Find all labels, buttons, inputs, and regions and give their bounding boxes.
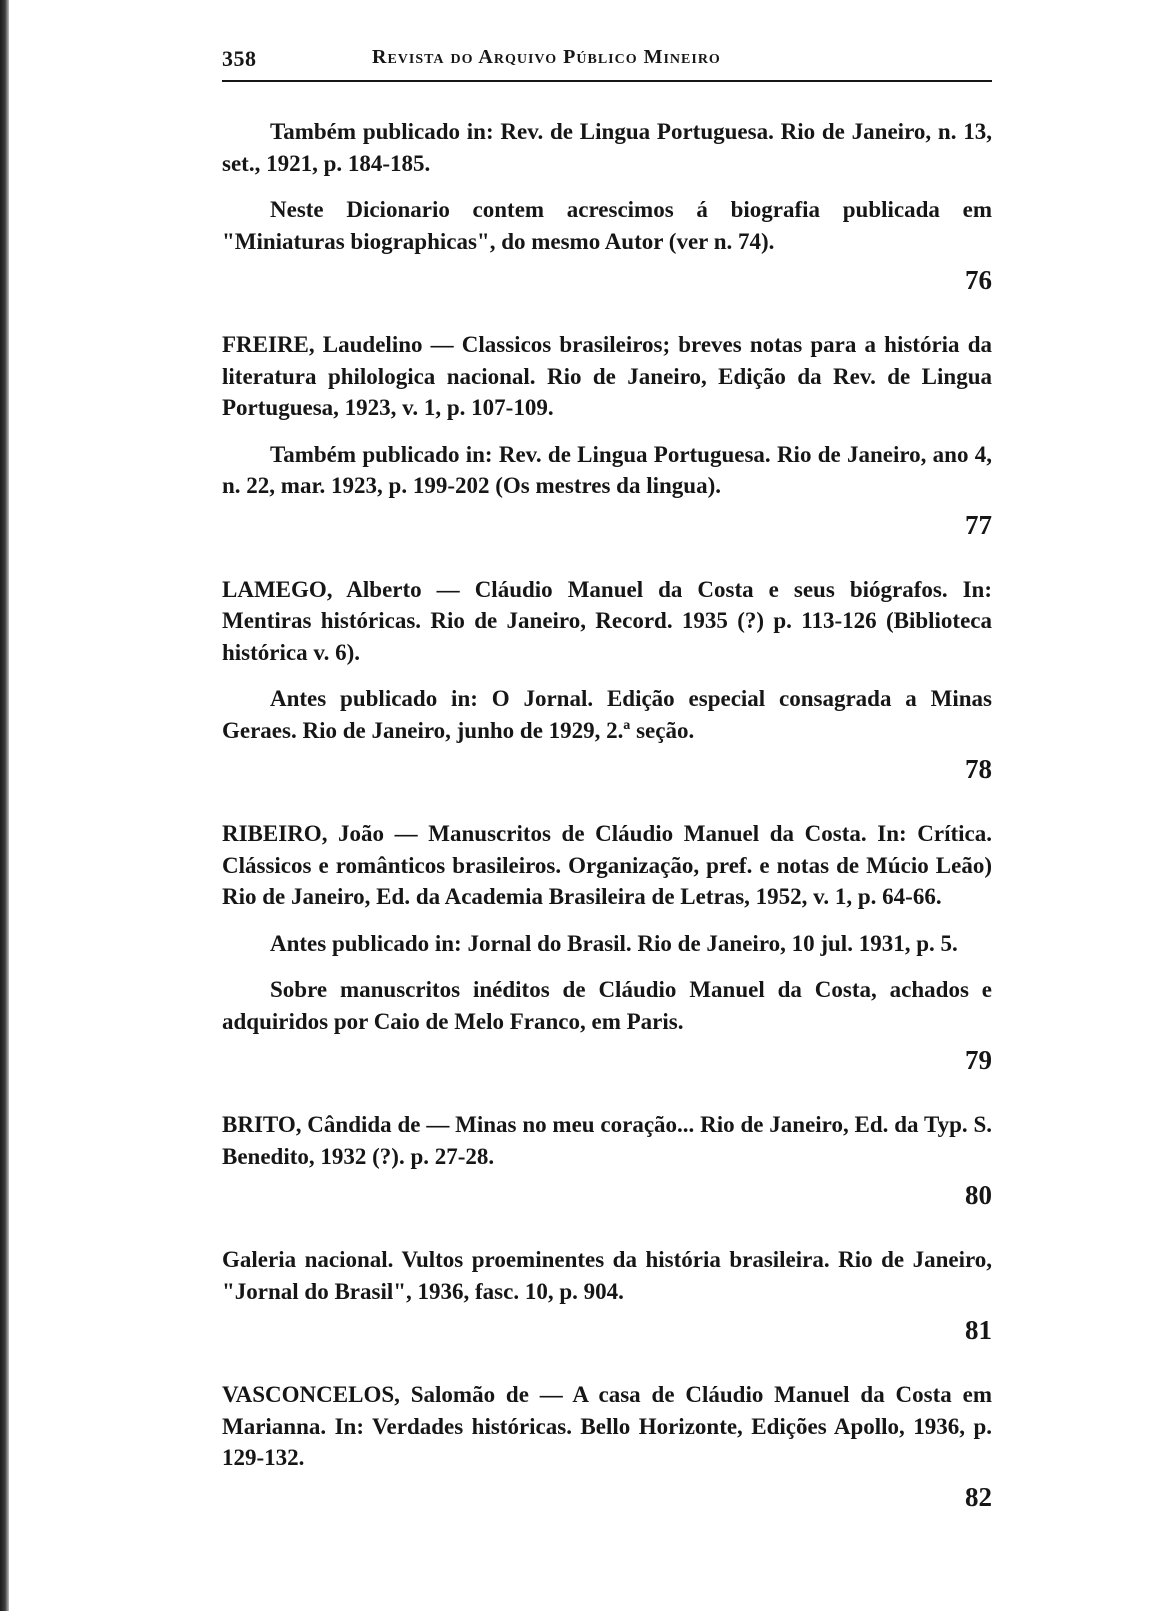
entry-citation: Galeria nacional. Vultos proeminentes da história brasileira. Rio de Janeiro, "Jornal do Brasil", 1936, fasc. 10, p. 904. xyxy=(222,1247,992,1304)
bibliography-entry xyxy=(222,818,992,1077)
entry-paragraph: Sobre manuscritos inéditos de Cláudio Manuel da Costa, achados e adquiridos por Caio de Melo Franco, em Paris. xyxy=(222,977,992,1034)
bibliography-entry xyxy=(222,1379,992,1514)
bibliography-entry xyxy=(222,116,992,297)
entry-number: 76 xyxy=(965,265,992,295)
entry-number: 79 xyxy=(965,1045,992,1075)
entry-paragraph: Antes publicado in: Jornal do Brasil. Rio de Janeiro, 10 jul. 1931, p. 5. xyxy=(270,930,958,956)
running-head xyxy=(222,40,992,82)
scan-binding-edge xyxy=(0,0,9,1611)
entry-paragraph: Também publicado in: Rev. de Lingua Portuguesa. Rio de Janeiro, n. 13, set., 1921, p. 184-185. xyxy=(222,119,992,176)
entry-paragraph: Neste Dicionario contem acrescimos á biografia publicada em "Miniaturas biographicas", do mesmo Autor (ver n. 74). xyxy=(222,197,992,254)
entry-number: 77 xyxy=(965,509,992,540)
entry-paragraph: Também publicado in: Rev. de Lingua Portuguesa. Rio de Janeiro, ano 4, n. 22, mar. 1923, p. 199-202 (Os mestres da lingua). xyxy=(222,441,992,498)
entry-number: 80 xyxy=(965,1180,992,1210)
document-page xyxy=(222,40,992,1514)
entry-citation: RIBEIRO, João — Manuscritos de Cláudio Manuel da Costa. In: Crítica. Clássicos e românticos brasileiros. Organização, pref. e notas de Múcio Leão) Rio de Janeiro, Ed. da Academia Brasileira de Letras, 1952, v. 1, p. 64-66. xyxy=(222,821,992,909)
entry-citation: VASCONCELOS, Salomão de — A casa de Cláudio Manuel da Costa em Marianna. In: Verdades históricas. Bello Horizonte, Edições Apollo, 1936, p. 129-132. xyxy=(222,1382,992,1470)
entry-number: 82 xyxy=(965,1481,992,1512)
bibliography-entry xyxy=(222,1244,992,1347)
entry-number: 78 xyxy=(965,754,992,784)
entry-number: 81 xyxy=(965,1315,992,1345)
entry-citation: LAMEGO, Alberto — Cláudio Manuel da Costa e seus biógrafos. In: Mentiras históricas. Rio de Janeiro, Record. 1935 (?) p. 113-126 (Biblioteca histórica v. 6). xyxy=(222,576,992,665)
bibliography-entry xyxy=(222,1109,992,1212)
bibliography-entry xyxy=(222,574,992,787)
page-number: 358 xyxy=(222,46,257,71)
bibliography-entry xyxy=(222,329,992,542)
entry-citation: BRITO, Cândida de — Minas no meu coração... Rio de Janeiro, Ed. da Typ. S. Benedito, 1932 (?). p. 27-28. xyxy=(222,1112,992,1169)
entry-paragraph: Antes publicado in: O Jornal. Edição especial consagrada a Minas Geraes. Rio de Janeiro, junho de 1929, 2.ª seção. xyxy=(222,686,992,743)
bibliography-entries xyxy=(222,82,992,1514)
journal-title: Revista do Arquivo Público Mineiro xyxy=(372,46,721,68)
entry-citation: FREIRE, Laudelino — Classicos brasileiros; breves notas para a história da literatura philologica nacional. Rio de Janeiro, Edição da Rev. de Lingua Portuguesa, 1923, v. 1, p. 107-109. xyxy=(222,332,992,420)
